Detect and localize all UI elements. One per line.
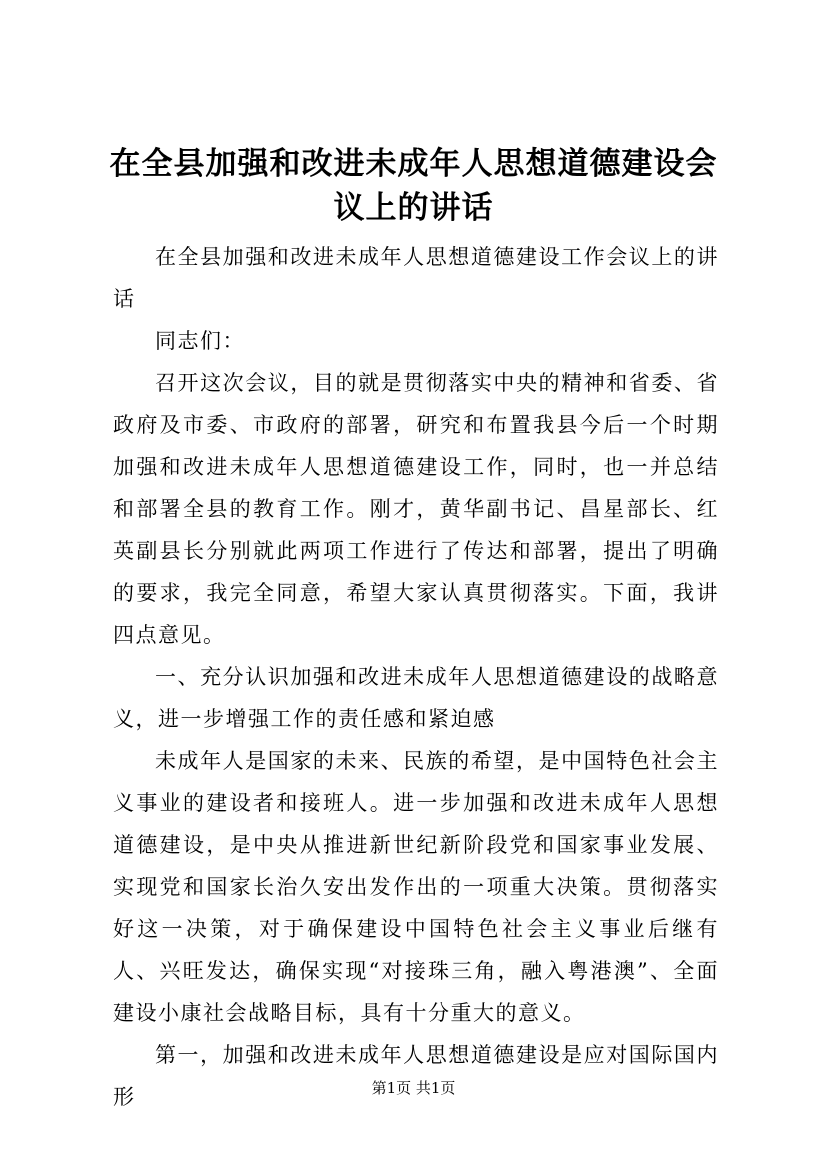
paragraph-salutation: 同志们： bbox=[155, 329, 245, 353]
paragraph-subtitle: 在全县加强和改进未成年人思想道德建设工作会议上的讲话 bbox=[113, 245, 719, 311]
paragraph-intro: 召开这次会议，目的就是贯彻落实中央的精神和省委、省政府及市委、市政府的部署，研究和布置我县今后一个时期加强和改进未成年人思想道德建设工作，同时，也一并总结和部署全县的教育工作。刚才，黄华副书记、昌星部长、红英副县长分别就此两项工作进行了传达和部署，提出了明确的要求，我完全同意，希望大家认真贯彻落实。下面，我讲四点意见。 bbox=[113, 371, 719, 647]
paragraph-significance: 未成年人是国家的未来、民族的希望，是中国特色社会主义事业的建设者和接班人。进一步加强和改进未成年人思想道德建设，是中央从推进新世纪新阶段党和国家事业发展、实现党和国家长治久安出发作出的一项重大决策。贯彻落实好这一决策，对于确保建设中国特色社会主义事业后继有人、兴旺发达，确保实现“对接珠三角，融入粤港澳”、全面建设小康社会战略目标，具有十分重大的意义。 bbox=[113, 749, 719, 1025]
paragraph-section-heading: 一、充分认识加强和改进未成年人思想道德建设的战略意义，进一步增强工作的责任感和紧迫感 bbox=[113, 665, 719, 731]
document-title: 在全县加强和改进未成年人思想道德建设会议上的讲话 bbox=[109, 146, 718, 226]
paragraph-first-point: 第一，加强和改进未成年人思想道德建设是应对国际国内形 bbox=[113, 1043, 719, 1109]
document-body bbox=[113, 236, 719, 1118]
page-footer: 第1页 共1页 bbox=[371, 1079, 456, 1097]
